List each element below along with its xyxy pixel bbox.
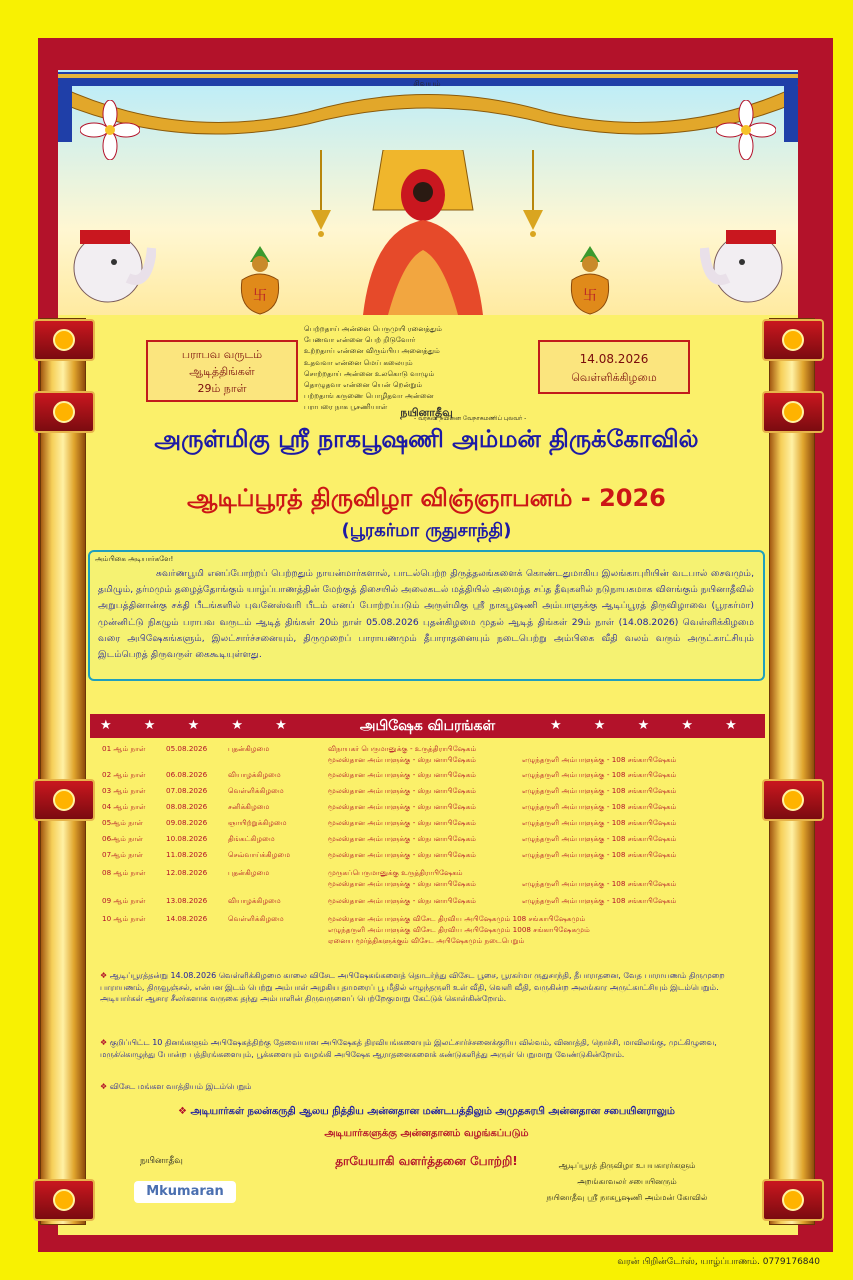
schedule-detail-2: எழுந்தருளி அம்பாளுக்கு - 108 சங்காபிஷேகம் <box>522 896 677 905</box>
schedule-day: 06ஆம் நாள் <box>102 834 144 843</box>
note-music <box>100 1081 760 1093</box>
schedule-date: 08.08.2026 <box>166 802 208 811</box>
signature-place: நயினாதீவு <box>140 1156 183 1166</box>
schedule-detail: மூலஸ்தான அம்பாளுக்கு - ஸ்நபனாபிஷேகம் <box>328 770 477 779</box>
schedule-date: 06.08.2026 <box>166 770 208 779</box>
festival-date: 14.08.2026 <box>579 352 649 366</box>
schedule-detail: மூலஸ்தான அம்பாளுக்கு - ஸ்நபனாபிஷேகம் <box>328 755 477 764</box>
schedule-detail-2: எழுந்தருளி அம்பாளுக்கு - 108 சங்காபிஷேகம் <box>522 879 677 888</box>
schedule-day: 05ஆம் நாள் <box>102 818 144 827</box>
schedule-day: 02 ஆம் நாள் <box>102 770 146 779</box>
kalasam-pot-icon-left <box>236 244 284 316</box>
schedule-detail: மூலஸ்தான அம்பாளுக்கு - ஸ்நபனாபிஷேகம் <box>328 818 477 827</box>
elephant-icon-left <box>68 218 156 314</box>
bullet-icon: ❖ <box>100 1082 110 1091</box>
tamil-year: பராபவ வருடம் <box>181 348 263 361</box>
schedule-date: 07.08.2026 <box>166 786 208 795</box>
schedule-weekday: வியாழக்கிழமை <box>228 770 281 779</box>
schedule-day: 08 ஆம் நாள் <box>102 868 146 877</box>
schedule-day: 10 ஆம் நாள் <box>102 914 146 923</box>
hanging-lamp-icon <box>308 150 334 238</box>
schedule-row-continued <box>100 755 760 767</box>
schedule-date: 13.08.2026 <box>166 896 208 905</box>
schedule-row <box>100 834 760 846</box>
tamil-day: 29ம் நாள் <box>197 382 247 395</box>
schedule-weekday: சனிக்கிழமை <box>228 802 270 811</box>
poem-line: பெற்றதாய் அன்னை பெருமுயி ரனைத்தும் <box>304 324 443 333</box>
intro-panel <box>88 550 765 681</box>
abhishekam-section-header <box>90 714 765 738</box>
signature-line: நயினாதீவு ஸ்ரீ நாகபூஷணி அம்மன் கோவில் <box>546 1193 708 1202</box>
signature-line: அறங்காவலர் சபையினரும் <box>577 1177 677 1186</box>
schedule-row-continued <box>100 879 760 891</box>
annadhanam-line-1: அடியார்கள் நலன்கருதி ஆலய நித்திய அன்னதான மண்டபத்திலும் அமுதசுரபி அன்னதான சபையினராலும் <box>190 1106 675 1117</box>
tamil-month: ஆடித்திங்கள் <box>189 365 255 378</box>
schedule-detail: ஏனைய மூர்த்திகளுக்கும் விசேட அபிஷேகமும் நடைபெறும் <box>328 936 525 945</box>
schedule-weekday: திங்கட்கிழமை <box>228 834 275 843</box>
intro-paragraph: சுவர்ணபூமி எனப்போற்றப் பெற்றதும் நாயன்மார்களால், பாடல்பெற்ற திருத்தலங்களைக் கொண்டதுமாகிய இலங்காபுரியின் வடபால் சைவமும், தமிழும், தர்மமும் தழைத்தோங்கும் யாழ்ப்பாணத்தின் மேற்குத் திசையில் அலைகடல் மத்தியில் அமைந்த சப்த தீவுகளில் நடுநாயகமாக விளங்கும் நயினாதீவில் அறுபத்தினான்கு சக்தி பீடங்களில் புவனேஸ்வரி பீடம் எனப் போற்றப்படும் அருள்மிகு ஸ்ரீ நாகபூஷணி அம்பாளுக்கு ஆடிப்பூரத் திருவிழாவை (பூரகர்மா) முன்னிட்டு நிகழும் பராபவ வருடம் ஆடித் திங்கள் 20ம் நாள் 05.08.2026 புதன்கிழமை முதல் ஆடித் திங்கள் 29ம் நாள் (14.08.2026) வெள்ளிக்கிழமை வரை அபிஷேகங்களும், இலட்சார்ச்சனையும், திருமுறைப் பாராயணமும் தீபாராதனையும் நடைபெற்று அம்பிகை வீதி வலம் வரும் அருட்காட்சியும் இடம்பெறத் திருவருள் கைகூடியுள்ளது. <box>98 568 754 661</box>
schedule-detail: மூலஸ்தான அம்பாளுக்கு - ஸ்நபனாபிஷேகம் <box>328 834 477 843</box>
schedule-row <box>100 896 760 908</box>
poem-line: உதவவா என்னை மெய் கலையும் <box>304 357 413 367</box>
schedule-detail-2: எழுந்தருளி அம்பாளுக்கு - 108 சங்காபிஷேகம் <box>522 755 677 764</box>
schedule-detail: மூலஸ்தான அம்பாளுக்கு - ஸ்நபனாபிஷேகம் <box>328 802 477 811</box>
schedule-weekday: ஞாயிற்றுக்கிழமை <box>228 818 287 827</box>
schedule-row <box>100 850 760 862</box>
goddess-nagapooshani-image <box>343 150 503 315</box>
festival-subtitle: (பூரகர்மா ருதுசாந்தி) <box>341 520 512 541</box>
svg-text:卐: 卐 <box>583 288 597 304</box>
note-text: விசேட மங்கள வாத்தியம் இடம்பெறும் <box>109 1082 252 1091</box>
closing-prayer: தாயேயாகி வளர்த்தனை போற்றி! <box>335 1154 518 1168</box>
signature-organizers <box>512 1158 742 1206</box>
schedule-detail: மூலஸ்தான அம்பாளுக்கு - ஸ்நபனாபிஷேகம் <box>328 786 477 795</box>
schedule-date: 14.08.2026 <box>166 914 208 923</box>
bullet-icon: ❖ <box>178 1106 191 1117</box>
bullet-icon: ❖ <box>100 1038 110 1047</box>
schedule-date: 10.08.2026 <box>166 834 208 843</box>
svg-text:卐: 卐 <box>253 288 267 304</box>
poem-line: பராபரை நாக பூசணியாள் <box>304 402 388 412</box>
schedule-day: 01 ஆம் நாள் <box>102 744 146 753</box>
note-aadipooram <box>100 970 760 1005</box>
schedule-day: 04 ஆம் நாள் <box>102 802 146 811</box>
sivayam-label: சிவயம் <box>413 79 441 88</box>
schedule-weekday: வெள்ளிக்கிழமை <box>228 914 284 923</box>
schedule-weekday: புதன்கிழமை <box>228 868 270 877</box>
schedule-weekday: செவ்வாய்க்கிழமை <box>228 850 291 859</box>
note-offerings <box>100 1037 760 1060</box>
schedule-day: 03 ஆம் நாள் <box>102 786 146 795</box>
note-text: ஆடிப்பூரத்தன்று 14.08.2026 வெள்ளிக்கிழமை காலை விசேட அபிஷேகங்களைத் தொடர்ந்து விசேட பூசை, பூரகர்மா ருதுசாந்தி, தீபாராதனை, வேத பாராயணம் திருமுறை பாராயணம், திருவூஞ்சல், என்பன இடம் பெற்று அம்பாள் அழகிய தாமரைப் பூ மீதில் எழுந்தருளி உள் வீதி, வெளி வீதி, வருகின்ற அலங்கார அருட்காட்சியும் இடம்பெறும். அடியார்கள் ஆசார சீலர்களாக வருகை தந்து அம்பாளின் திருவருளைப் பெற்றேகுமாறு கேட்டுக் கொள்கின்றோம். <box>100 971 725 1003</box>
star-decoration-right: ★ ★ ★ ★ ★ <box>550 718 751 733</box>
poem-line: உற்றதாய் என்னை விரும்பிய அனைத்தும் <box>304 346 440 356</box>
schedule-detail-2: எழுந்தருளி அம்பாளுக்கு - 108 சங்காபிஷேகம் <box>522 770 677 779</box>
schedule-weekday: வியாழக்கிழமை <box>228 896 281 905</box>
schedule-detail-2: எழுந்தருளி அம்பாளுக்கு - 108 சங்காபிஷேகம் <box>522 802 677 811</box>
schedule-detail: முருகப்பெருமானுக்கு உருத்திராபிஷேகம் <box>328 868 463 877</box>
festival-title: ஆடிப்பூரத் திருவிழா விஞ்ஞாபனம் - 2026 <box>187 484 666 512</box>
poem-credit: - வரகவி நயினை வேநாகமணிப் புலவர் - <box>414 414 527 422</box>
schedule-detail: மூலஸ்தான அம்பாளுக்கு விசேட திரவிய அபிஷேகமும் 108 சங்காபிஷேகமும் <box>328 914 586 923</box>
schedule-detail: மூலஸ்தான அம்பாளுக்கு - ஸ்நபனாபிஷேகம் <box>328 896 477 905</box>
schedule-row <box>100 770 760 782</box>
schedule-row <box>100 786 760 798</box>
lotus-flower-icon-left <box>80 100 140 160</box>
designer-logo: Mkumaran <box>134 1181 236 1203</box>
temple-title: அருள்மிகு ஸ்ரீ நாகபூஷணி அம்மன் திருக்கோவில் <box>154 425 699 453</box>
schedule-detail: விநாயகர் பெருமானுக்கு - உருத்திராபிஷேகம் <box>328 744 477 753</box>
poem-line: சொற்றதாய் அன்னை உலகொடு வாழும் <box>304 368 435 378</box>
schedule-weekday: வெள்ளிக்கிழமை <box>228 786 284 795</box>
schedule-date: 12.08.2026 <box>166 868 208 877</box>
schedule-day: 07ஆம் நாள் <box>102 850 144 859</box>
schedule-detail-2: எழுந்தருளி அம்பாளுக்கு - 108 சங்காபிஷேகம் <box>522 850 677 859</box>
poem-line: தொழுதவா என்னை யென் றென்றும் <box>304 380 423 390</box>
schedule-date: 09.08.2026 <box>166 818 208 827</box>
schedule-detail: மூலஸ்தான அம்பாளுக்கு - ஸ்நபனாபிஷேகம் <box>328 850 477 859</box>
elephant-icon-right <box>700 218 788 314</box>
annadhanam-line-2: அடியார்களுக்கு அன்னதானம் வழங்கப்படும் <box>324 1128 529 1139</box>
bullet-icon: ❖ <box>100 971 110 980</box>
schedule-detail: மூலஸ்தான அம்பாளுக்கு - ஸ்நபனாபிஷேகம் <box>328 879 477 888</box>
schedule-detail-2: எழுந்தருளி அம்பாளுக்கு - 108 சங்காபிஷேகம் <box>522 786 677 795</box>
note-text: குறிப்பிட்ட 10 தினங்களும் அபிஷேகத்திற்கு தேவையான அபிஷேகத் திரவியங்களையும் இலட்சார்ச்சனைக்குரிய வில்வம், வினாத்தி, நொச்சி, மாவிலங்கு, முட்கிழுவை, மருக்கொழுந்து போன்ற பத்திரங்களையும், பூக்களையும் வழங்கி அபிஷேக ஆராதனைகளைக் கண்டுகளித்து அருள் பெறுமாறு வேண்டுகின்றோம். <box>100 1038 717 1059</box>
schedule-row <box>100 802 760 814</box>
calendar-box-left <box>146 340 298 402</box>
signature-line: ஆடிப்பூரத் திருவிழா உபயகாரர்களும் <box>558 1161 696 1170</box>
schedule-date: 11.08.2026 <box>166 850 208 859</box>
poem-line: பற்றதாங் கருணை பொழிதவா அன்னை <box>304 391 434 401</box>
section-title: அபிஷேக விபரங்கள் <box>359 718 496 734</box>
schedule-detail-2: எழுந்தருளி அம்பாளுக்கு - 108 சங்காபிஷேகம் <box>522 818 677 827</box>
calendar-box-right <box>538 340 690 394</box>
schedule-detail-2: எழுந்தருளி அம்பாளுக்கு - 108 சங்காபிஷேகம் <box>522 834 677 843</box>
schedule-day: 09 ஆம் நாள் <box>102 896 146 905</box>
annadhanam-notice <box>0 1106 853 1118</box>
schedule-weekday: புதன்கிழமை <box>228 744 270 753</box>
hanging-lamp-icon <box>520 150 546 238</box>
place-name: நயினாதீவு <box>400 406 453 419</box>
lotus-flower-icon-right <box>716 100 776 160</box>
schedule-row <box>100 818 760 830</box>
poem-line: பேணவா என்னை பெற் றிடுவோர் <box>304 335 416 345</box>
intro-salutation: அம்பிகை அடியார்களே! <box>95 555 174 563</box>
schedule-date: 05.08.2026 <box>166 744 208 753</box>
festival-weekday: வெள்ளிக்கிழமை <box>571 371 657 384</box>
kalasam-pot-icon-right <box>566 244 614 316</box>
schedule-detail: எழுந்தருளி அம்பாளுக்கு விசேட திரவிய அபிஷேகமும் 1008 சங்காபிஷேகமும் <box>328 925 590 934</box>
star-decoration-left: ★ ★ ★ ★ ★ <box>100 718 301 733</box>
schedule-row-continued <box>100 936 760 948</box>
printer-footer: வரன் பிறின்டேர்ஸ், யாழ்ப்பாணம். 0779176840 <box>617 1257 820 1267</box>
